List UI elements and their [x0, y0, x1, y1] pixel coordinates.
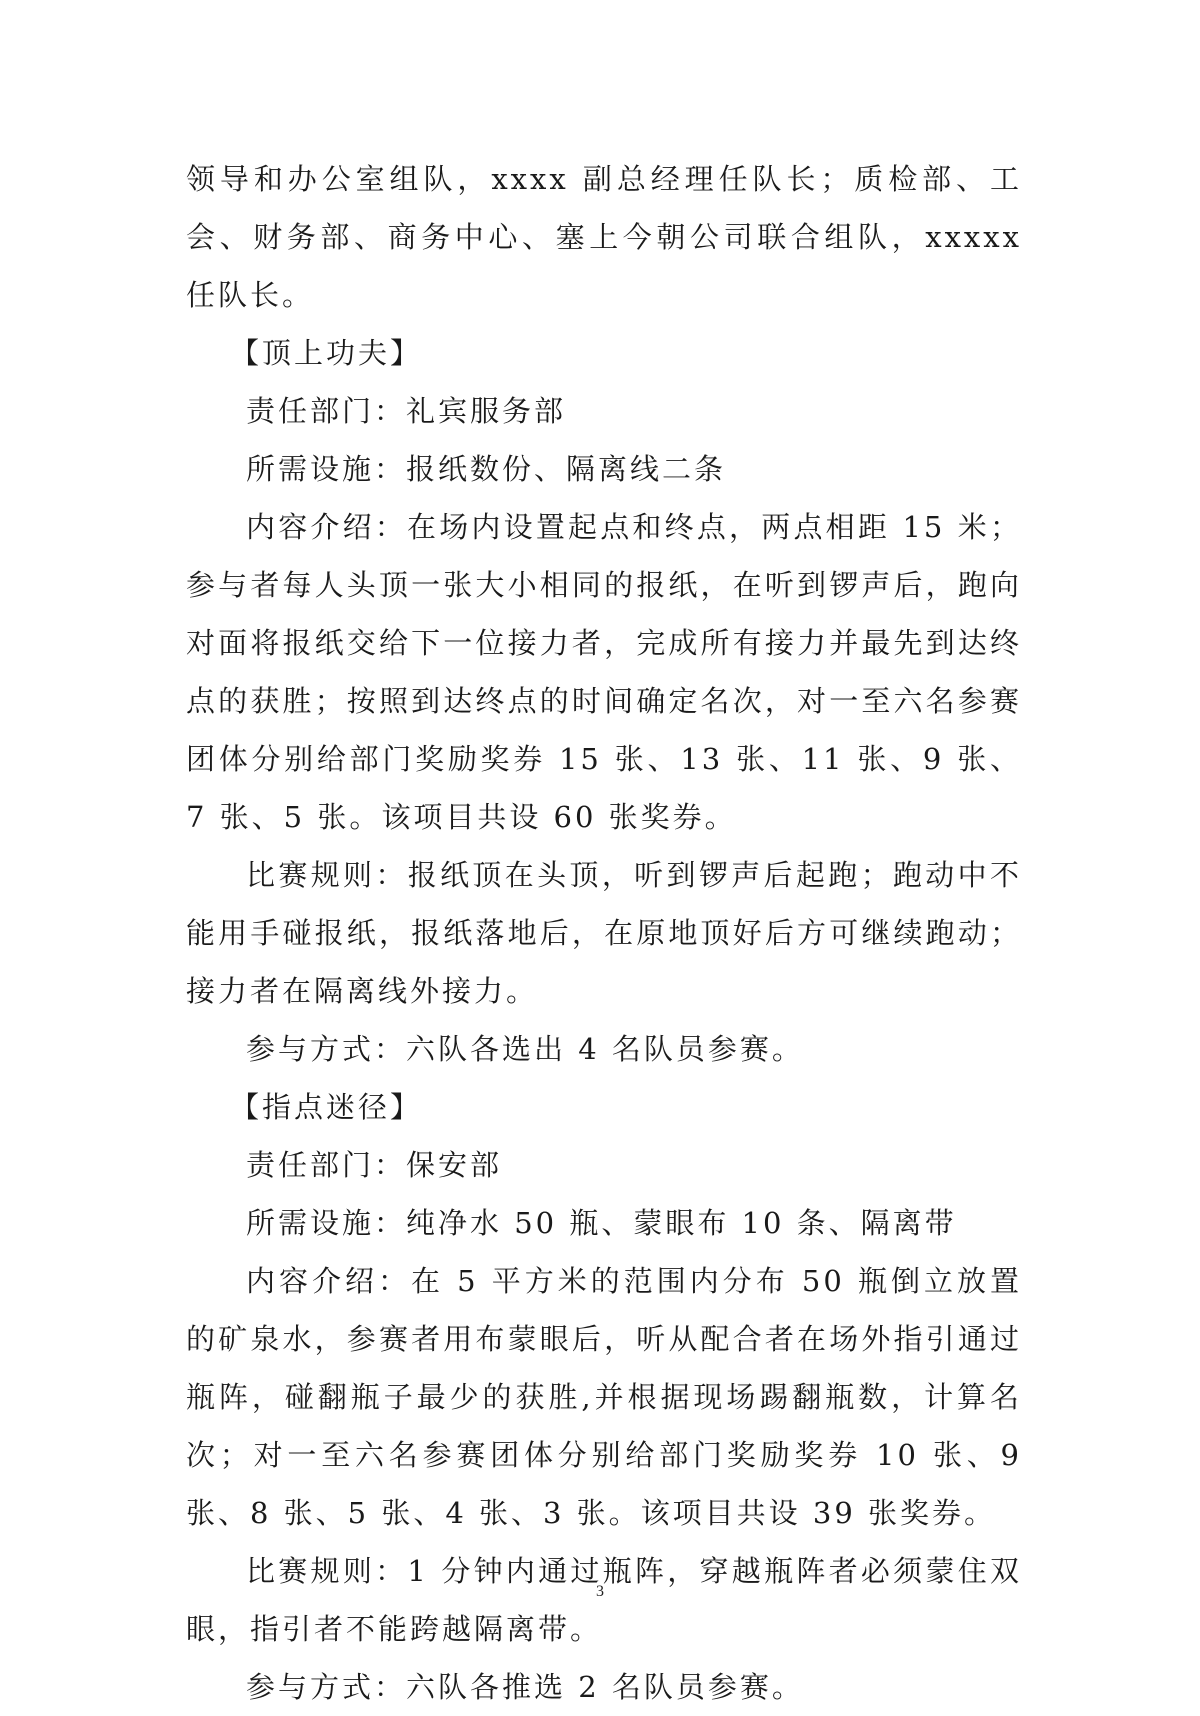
paragraph-content-intro: 内容介绍：在 5 平方米的范围内分布 50 瓶倒立放置的矿泉水，参赛者用布蒙眼后，听从配合者在场外指引通过瓶阵，碰翻瓶子最少的获胜,并根据现场踢翻瓶数，计算名次；对一至六名参赛团体分别给部门奖励奖券 10 张、9 张、8 张、5 张、4 张、3 张。该项目共设 39 张奖券。 [186, 1264, 1022, 1530]
paragraph-responsible-dept: 责任部门：礼宾服务部 [246, 394, 567, 428]
section-heading-dingshang-gongfu: 【顶上功夫】 [230, 336, 423, 370]
paragraph-required-facilities: 所需设施：报纸数份、隔离线二条 [246, 452, 727, 486]
page-number: 3 [596, 1583, 604, 1600]
document-body [186, 150, 1022, 1716]
paragraph-participation: 参与方式：六队各推选 2 名队员参赛。 [246, 1670, 804, 1704]
section-heading-zhidian-mijing: 【指点迷径】 [230, 1090, 423, 1124]
paragraph-continuation: 领导和办公室组队，xxxx 副总经理任队长；质检部、工会、财务部、商务中心、塞上今朝公司联合组队，xxxxx 任队长。 [186, 162, 1022, 312]
paragraph-participation: 参与方式：六队各选出 4 名队员参赛。 [246, 1032, 804, 1066]
paragraph-required-facilities: 所需设施：纯净水 50 瓶、蒙眼布 10 条、隔离带 [246, 1206, 957, 1240]
paragraph-responsible-dept: 责任部门：保安部 [246, 1148, 503, 1182]
paragraph-competition-rules: 比赛规则：1 分钟内通过瓶阵，穿越瓶阵者必须蒙住双眼，指引者不能跨越隔离带。 [186, 1554, 1022, 1646]
paragraph-content-intro: 内容介绍：在场内设置起点和终点，两点相距 15 米；参与者每人头顶一张大小相同的报纸，在听到锣声后，跑向对面将报纸交给下一位接力者，完成所有接力并最先到达终点的获胜；按照到达终点的时间确定名次，对一至六名参赛团体分别给部门奖励奖券 15 张、13 张、11 张、9 张、7 张、5 张。该项目共设 60 张奖券。 [186, 510, 1022, 834]
paragraph-competition-rules: 比赛规则：报纸顶在头顶，听到锣声后起跑；跑动中不能用手碰报纸，报纸落地后，在原地顶好后方可继续跑动；接力者在隔离线外接力。 [186, 858, 1022, 1008]
